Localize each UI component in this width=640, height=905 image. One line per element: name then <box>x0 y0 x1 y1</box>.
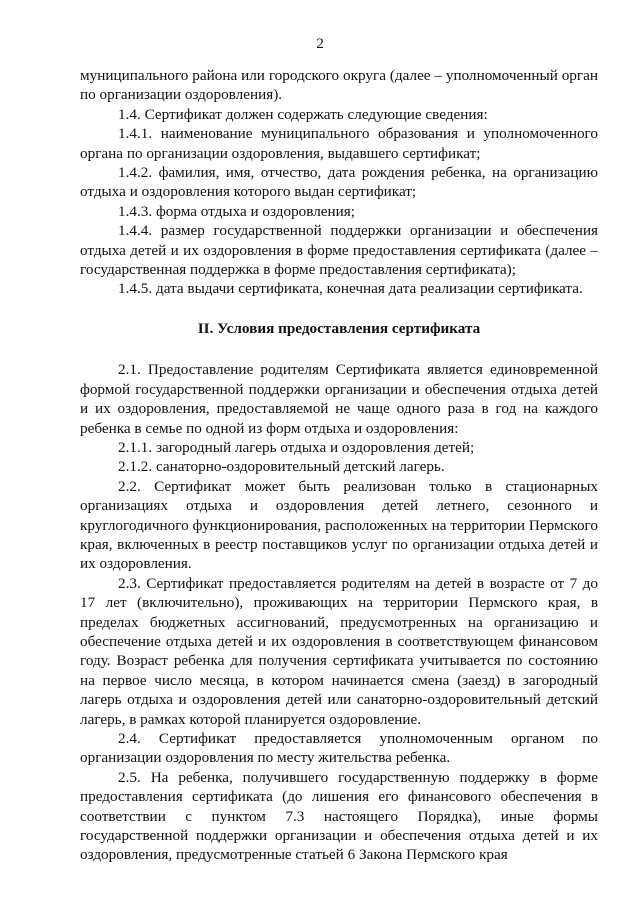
paragraph-2-5: 2.5. На ребенка, получившего государственную поддержку в форме предоставления сертификата (до лишения его финансового обеспечения в соответствии с пунктом 7.3 настоящего Порядка), иные формы государственной поддержки организации и обеспечения отдыха детей и их оздоровления, предусмотренные статьей 6 Закона Пермского края <box>80 768 598 864</box>
paragraph-2-1-1: 2.1.1. загородный лагерь отдыха и оздоровления детей; <box>118 438 475 456</box>
paragraph-1-4-5: 1.4.5. дата выдачи сертификата, конечная дата реализации сертификата. <box>118 280 583 298</box>
paragraph-1-4: 1.4. Сертификат должен содержать следующие сведения: <box>118 105 488 123</box>
paragraph-1-4-3: 1.4.3. форма отдыха и оздоровления; <box>118 202 356 220</box>
paragraph-2-3: 2.3. Сертификат предоставляется родителям на детей в возрасте от 7 до 17 лет (включительно), проживающих на территории Пермского края, в пределах бюджетных ассигнований, предусмотренных на организацию и обеспечение отдыха детей и их оздоровления в соответствующем финансовом году. Возраст ребенка для получения сертификата учитывается по состоянию на первое число месяца, в котором начинается смена (заезд) в загородный лагерь отдыха и оздоровления детей или санаторно-оздоровительный детский лагерь, в рамках которой планируется оздоровление. <box>80 574 598 728</box>
paragraph-continuation: муниципального района или городского округа (далее – уполномоченный орган по организации оздоровления). <box>80 67 598 104</box>
paragraph-1-4-4: 1.4.4. размер государственной поддержки организации и обеспечения отдыха детей и их оздоровления в форме предоставления сертификата (далее – государственная поддержка в форме предоставления сертификата); <box>80 222 598 279</box>
paragraph-1-4-1: 1.4.1. наименование муниципального образования и уполномоченного органа по организации оздоровления, выдавшего сертификат; <box>80 125 598 162</box>
page-number: 2 <box>316 35 324 52</box>
document-body <box>80 66 598 865</box>
section-heading: II. Условия предоставления сертификата <box>197 319 481 337</box>
paragraph-2-2: 2.2. Сертификат может быть реализован только в стационарных организациях отдыха и оздоровления детей летнего, сезонного и круглогодичного функционирования, расположенных на территории Пермского края, включенных в реестр поставщиков услуг по организации отдыха детей и их оздоровления. <box>80 477 598 573</box>
paragraph-2-1-2: 2.1.2. санаторно-оздоровительный детский лагерь. <box>118 458 445 476</box>
paragraph-2-1: 2.1. Предоставление родителям Сертификата является единовременной формой государственной поддержки организации и обеспечения отдыха детей и их оздоровления, предоставляемой не чаще одного раза в год на каждого ребенка в семье по одной из форм отдыха и оздоровления: <box>80 361 598 437</box>
paragraph-2-4: 2.4. Сертификат предоставляется уполномоченным органом по организации оздоровления по месту жительства ребенка. <box>80 730 598 767</box>
paragraph-1-4-2: 1.4.2. фамилия, имя, отчество, дата рождения ребенка, на организацию отдыха и оздоровления которого выдан сертификат; <box>80 164 598 201</box>
